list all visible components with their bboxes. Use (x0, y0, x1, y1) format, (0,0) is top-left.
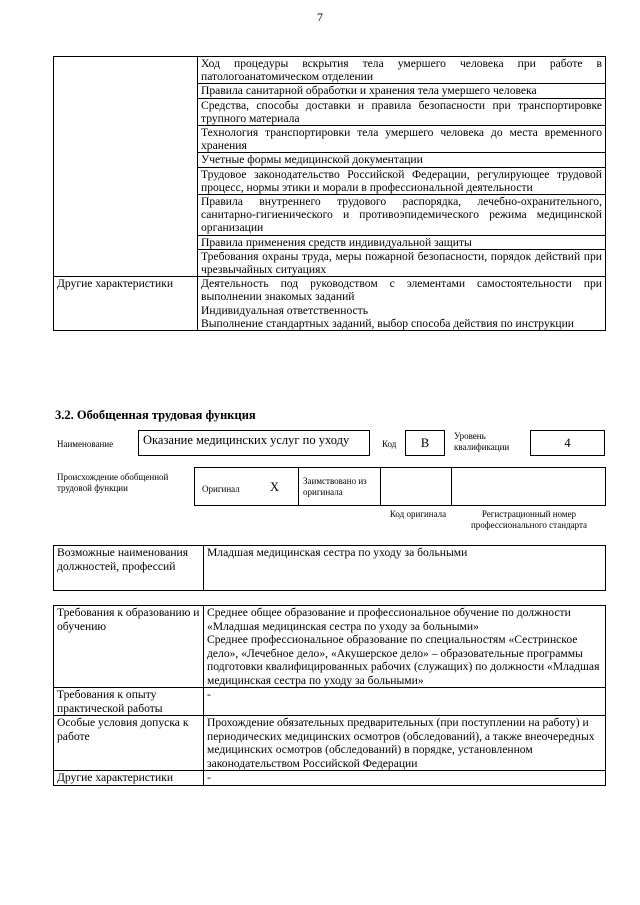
table-cell: Правила санитарной обработки и хранения тела умершего человека (198, 84, 606, 98)
table-row (54, 277, 606, 331)
other-characteristics-label: Другие характеристики (54, 277, 198, 331)
level-label: Уровень квалификации (454, 431, 510, 452)
table-cell: Технология транспортировки тела умершего человека до места временного хранения (198, 126, 606, 153)
reg-number-label: Регистрационный номер профессионального стандарта (470, 509, 588, 530)
other-cell: - (204, 771, 606, 786)
special-conditions-label: Особые условия допуска к работе (54, 716, 204, 771)
table-cell: Учетные формы медицинской документации (198, 153, 606, 167)
table-cell: Правила применения средств индивидуальной защиты (198, 235, 606, 249)
table-row (54, 57, 606, 84)
section-title: 3.2. Обобщенная трудовая функция (55, 408, 256, 422)
table-row (54, 546, 606, 591)
borrowed-label: Заимствовано из оригинала (303, 476, 367, 497)
other-line: Индивидуальная ответственность (201, 303, 369, 317)
other-line: Выполнение стандартных заданий, выбор способа действия по инструкции (201, 316, 574, 330)
origin-divider (380, 467, 381, 506)
table-cell: Средства, способы доставки и правила безопасности при транспортировке трупного материала (198, 98, 606, 125)
page-number: 7 (317, 10, 323, 24)
experience-cell: - (204, 688, 606, 716)
table-row (54, 688, 606, 716)
code-value: В (405, 430, 445, 456)
name-value: Оказание медицинских услуг по уходу (138, 430, 370, 456)
empty-label-cell (54, 57, 198, 277)
table-cell: Требования охраны труда, меры пожарной безопасности, порядок действий при чрезвычайных ситуациях (198, 249, 606, 276)
origin-label: Происхождение обобщенной трудовой функции (57, 472, 169, 493)
education-label: Требования к образованию и обучению (54, 606, 204, 688)
education-cell (204, 606, 606, 688)
table-cell: Ход процедуры вскрытия тела умершего человека при работе в патологоанатомическом отделении (198, 57, 606, 84)
table-cell: Правила внутреннего трудового распорядка, лечебно-охранительного, санитарно-гигиенического и противоэпидемического режима медицинской организации (198, 195, 606, 236)
requirements-table (53, 605, 606, 786)
origin-box (194, 467, 606, 506)
positions-value: Младшая медицинская сестра по уходу за больными (204, 546, 606, 591)
table-cell: Трудовое законодательство Российской Федерации, регулирующее трудовой процесс, нормы этики и морали в профессиональной деятельности (198, 167, 606, 194)
other-label: Другие характеристики (54, 771, 204, 786)
table-row (54, 606, 606, 688)
origin-divider (451, 467, 452, 506)
special-conditions-cell: Прохождение обязательных предварительных (при поступлении на работу) и периодических медицинских осмотров (обследований), а также внеочередных медицинских осмотров (обследований) в порядке, установленном законодательством Российской Федерации (204, 716, 606, 771)
knowledge-table (53, 56, 606, 331)
original-label: Оригинал (202, 484, 240, 494)
positions-table (53, 545, 606, 591)
original-mark: X (270, 480, 280, 494)
level-value: 4 (530, 430, 605, 456)
table-row (54, 771, 606, 786)
education-line: Среднее профессиональное образование по специальностям «Сестринское дело», «Лечебное дело», «Акушерское дело» – образовательные программы подготовки квалифицированных рабочих (служащих) по должности «Младшая медицинская сестра по уходу за больными» (207, 633, 600, 687)
name-label: Наименование (57, 439, 114, 449)
code-label: Код (382, 439, 397, 449)
experience-label: Требования к опыту практической работы (54, 688, 204, 716)
other-characteristics-cell (198, 277, 606, 331)
positions-label: Возможные наименования должностей, профессий (54, 546, 204, 591)
origin-divider (298, 467, 299, 506)
code-original-label: Код оригинала (389, 509, 447, 519)
other-line: Деятельность под руководством с элементами самостоятельности при выполнении знакомых заданий (201, 277, 602, 304)
education-line: Среднее общее образование и профессиональное обучение по должности «Младшая медицинская сестра по уходу за больными» (207, 606, 571, 633)
table-row (54, 716, 606, 771)
